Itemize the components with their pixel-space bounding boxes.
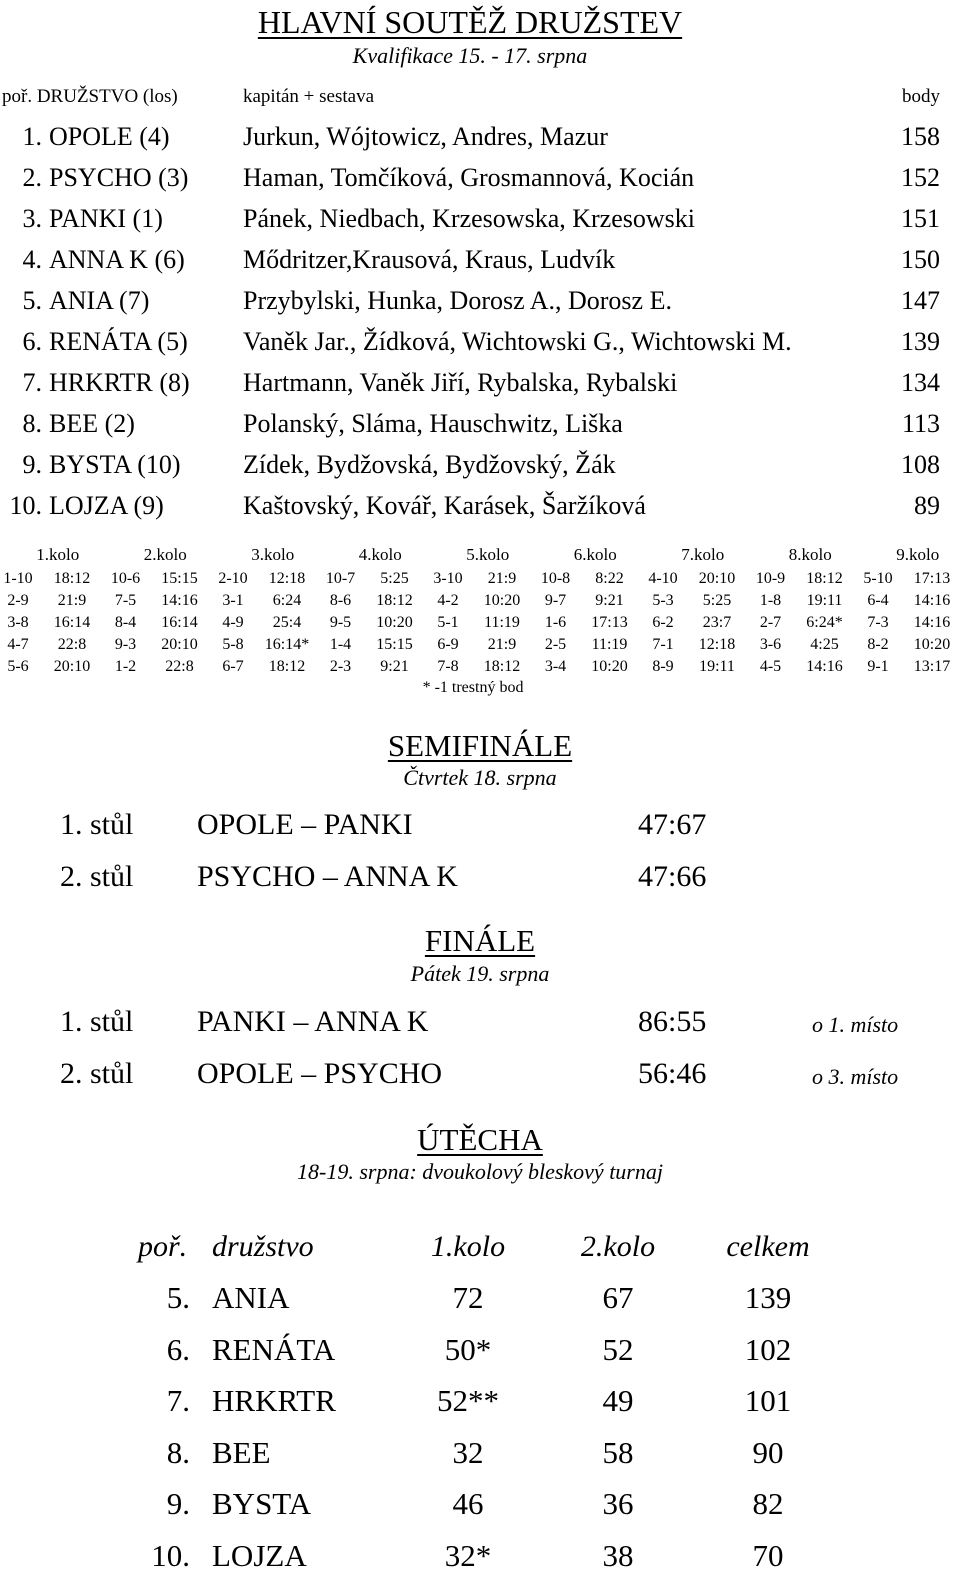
round-pair: 2-10 [218,570,248,587]
round-header: 8.kolo [788,545,832,564]
round-pair: 9-7 [544,592,567,609]
qual-roster: Vaněk Jar., Žídková, Wichtowski G., Wichtowski M. [243,327,792,356]
round-score: 21:9 [57,592,87,609]
round-pair: 6-2 [652,614,674,631]
consolation-r1: 72 [452,1280,484,1315]
qual-team: PSYCHO (3) [49,163,189,192]
round-score: 21:9 [487,570,517,587]
consolation-col-r2: 2.kolo [580,1230,656,1263]
round-score: 18:12 [483,658,521,675]
semifinal-score: 47:66 [638,860,707,893]
round-score: 15:15 [161,570,198,587]
qual-rank: 8. [22,409,42,438]
final-place: o 1. místo [812,1012,899,1037]
qual-row [0,165,960,195]
page-title: HLAVNÍ SOUTĚŽ DRUŽSTEV [257,4,683,40]
qual-points: 150 [901,245,940,274]
round-pair: 8-2 [867,636,889,653]
round-score: 9:21 [595,592,624,609]
consolation-r2: 58 [602,1434,634,1470]
round-score: 22:8 [165,658,194,675]
penalty-footnote: * -1 trestný bod [422,679,524,696]
consolation-total: 102 [744,1331,792,1367]
round-pair: 8-6 [329,592,352,609]
round-score: 20:10 [161,636,198,653]
qual-points: 152 [901,163,940,192]
page-subtitle: Kvalifikace 15. - 17. srpna [352,43,588,68]
final-score: 86:55 [638,1005,707,1038]
round-header: 1.kolo [36,545,80,564]
round-header: 2.kolo [143,545,187,564]
consolation-r1: 52** [437,1383,499,1418]
qual-col-roster: kapitán + sestava [243,86,375,107]
round-pair: 4-2 [437,592,459,609]
qual-team: RENÁTA (5) [49,327,188,356]
round-score: 15:15 [376,636,413,653]
consolation-team: BYSTA [212,1486,312,1521]
final-score: 56:46 [638,1057,707,1090]
round-score: 10:20 [591,658,628,675]
qual-roster: Przybylski, Hunka, Dorosz A., Dorosz E. [243,286,672,315]
round-pair: 4-10 [648,570,678,587]
round-pair: 9-1 [867,658,889,675]
round-pair: 1-4 [329,636,352,653]
qual-points: 113 [901,409,940,438]
qual-col-points: body [902,86,940,107]
qual-points: 158 [901,122,940,151]
consolation-title: ÚTĚCHA [417,1122,543,1157]
final-subtitle: Pátek 19. srpna [410,961,550,986]
consolation-team: ANIA [212,1280,290,1315]
round-header: 4.kolo [358,545,402,564]
round-pair: 9-5 [329,614,352,631]
final-table-label: 2. stůl [60,1057,134,1090]
consolation-r2: 67 [602,1280,634,1315]
round-header: 5.kolo [466,545,510,564]
round-score: 25:4 [272,614,302,631]
qual-rank: 4. [22,245,42,274]
qual-row [0,411,960,441]
round-pair: 8-4 [114,614,137,631]
round-score: 23:7 [702,614,732,631]
qual-team: HRKRTR (8) [49,368,190,397]
round-pair: 7-1 [652,636,674,653]
round-score: 4:25 [810,636,839,653]
qual-roster: Pánek, Niedbach, Krzesowska, Krzesowski [243,204,695,233]
qual-rank: 1. [22,122,42,151]
qual-rank: 6. [22,327,42,356]
round-score: 14:16 [806,658,843,675]
qual-points: 89 [914,491,940,520]
round-pair: 3-1 [222,592,244,609]
round-pair: 2-9 [7,592,29,609]
round-score: 20:10 [698,570,736,587]
round-pair: 9-3 [114,636,137,653]
qual-row [0,206,960,236]
semifinal-table-label: 1. stůl [60,808,134,841]
consolation-team: RENÁTA [212,1331,336,1367]
consolation-subtitle: 18-19. srpna: dvoukolový bleskový turnaj [297,1159,663,1184]
qual-points: 147 [901,286,940,315]
round-header: 6.kolo [573,545,617,564]
consolation-r1: 32* [444,1537,492,1573]
round-score: 18:12 [376,592,413,609]
round-pair: 8-9 [652,658,674,675]
round-pair: 1-2 [114,658,137,675]
qual-roster: Hartmann, Vaněk Jiří, Rybalska, Rybalski [243,368,678,397]
qual-roster: Polanský, Sláma, Hauschwitz, Liška [243,409,623,438]
round-pair: 2-5 [544,636,567,653]
round-score: 5:25 [702,592,732,609]
qual-team: ANIA (7) [49,286,150,315]
consolation-r1: 50* [444,1331,492,1367]
qual-rank: 2. [22,163,42,192]
round-score: 11:19 [484,614,520,631]
round-score: 9:21 [380,658,409,675]
consolation-team: BEE [212,1434,271,1470]
consolation-col-total: celkem [726,1230,810,1263]
round-score: 16:14 [53,614,91,631]
round-pair: 7-8 [437,658,459,675]
round-header: 9.kolo [896,545,940,564]
round-score: 16:14 [161,614,198,631]
qual-row [0,247,960,277]
consolation-total: 90 [752,1434,784,1470]
round-pair: 4-7 [7,636,29,653]
consolation-r1: 32 [452,1434,484,1470]
round-score: 11:19 [591,636,628,653]
round-pair: 10-6 [110,570,141,587]
consolation-total: 101 [744,1383,792,1418]
round-pair: 6-4 [867,592,889,609]
qual-roster: Zídek, Bydžovská, Bydžovský, Žák [243,450,616,479]
round-pair: 7-3 [867,614,889,631]
final-place: o 3. místo [812,1064,899,1089]
round-score: 13:17 [913,658,951,675]
qual-team: BYSTA (10) [49,450,181,479]
round-pair: 1-10 [3,570,33,587]
consolation-r2: 49 [602,1383,634,1418]
round-score: 17:13 [913,570,951,587]
round-pair: 5-10 [863,570,893,587]
qual-team: OPOLE (4) [49,122,170,151]
round-pair: 5-3 [652,592,674,609]
consolation-total: 70 [752,1537,784,1573]
qual-rank: 5. [22,286,42,315]
round-score: 18:12 [53,570,91,587]
final-table-label: 1. stůl [60,1005,134,1038]
round-pair: 10-8 [540,570,571,587]
round-header: 7.kolo [681,545,725,564]
round-pair: 1-6 [544,614,567,631]
semifinal-score: 47:67 [638,808,707,841]
consolation-rank: 7. [166,1383,190,1418]
round-score: 21:9 [487,636,517,653]
round-pair: 7-5 [114,592,137,609]
round-score: 14:16 [913,592,951,609]
qual-points: 134 [901,368,940,397]
consolation-rank: 8. [166,1434,190,1470]
round-pair: 3-4 [544,658,567,675]
consolation-r1: 46 [452,1486,484,1521]
qual-roster: Haman, Tomčíková, Grosmannová, Kocián [243,163,695,192]
round-pair: 5-1 [437,614,459,631]
semifinal-subtitle: Čtvrtek 18. srpna [403,765,557,790]
qual-row [0,288,960,318]
round-pair: 3-6 [759,636,782,653]
round-score: 16:14* [264,636,310,653]
qual-team: BEE (2) [49,409,135,438]
consolation-r2: 38 [602,1537,634,1573]
round-score: 8:22 [595,570,624,587]
semifinal-pair: PSYCHO – ANNA K [197,860,458,893]
consolation-total: 139 [744,1280,792,1315]
round-score: 22:8 [57,636,87,653]
round-score: 10:20 [376,614,413,631]
qual-points: 151 [901,204,940,233]
semifinal-table-label: 2. stůl [60,860,134,893]
round-pair: 6-7 [222,658,244,675]
round-pair: 10-7 [325,570,356,587]
round-score: 6:24* [806,614,843,631]
final-title: FINÁLE [424,923,536,958]
round-score: 12:18 [698,636,736,653]
round-score: 10:20 [483,592,521,609]
consolation-col-r1: 1.kolo [430,1230,506,1263]
round-score: 6:24 [272,592,302,609]
qual-rank: 9. [22,450,42,479]
consolation-rank: 10. [151,1537,190,1573]
qual-team: PANKI (1) [49,204,163,233]
round-pair: 10-9 [755,570,786,587]
consolation-r2: 52 [602,1331,634,1367]
qual-rank: 10. [9,491,42,520]
qual-row [0,124,960,154]
round-pair: 6-9 [437,636,459,653]
round-score: 14:16 [161,592,198,609]
round-pair: 2-3 [329,658,352,675]
qual-row [0,329,960,359]
consolation-rank: 5. [166,1280,190,1315]
qual-rank: 3. [22,204,42,233]
semifinal-pair: OPOLE – PANKI [197,808,413,841]
round-header: 3.kolo [251,545,295,564]
round-score: 20:10 [53,658,91,675]
round-score: 18:12 [268,658,306,675]
round-score: 19:11 [806,592,843,609]
qual-points: 139 [901,327,940,356]
qual-roster: Mődritzer,Krausová, Kraus, Ludvík [243,245,616,274]
consolation-team: LOJZA [212,1537,307,1573]
consolation-r2: 36 [602,1486,634,1521]
qual-points: 108 [901,450,940,479]
semifinal-title: SEMIFINÁLE [387,728,573,763]
round-pair: 5-8 [222,636,244,653]
consolation-col-rank: poř. [138,1230,188,1263]
qual-row [0,452,960,482]
qual-team: LOJZA (9) [49,491,164,520]
qual-col-rank-team: poř. DRUŽSTVO (los) [2,86,178,107]
consolation-rank: 6. [166,1331,190,1367]
consolation-col-team: družstvo [212,1230,314,1263]
final-pair: PANKI – ANNA K [197,1005,429,1038]
qual-row [0,370,960,400]
round-pair: 3-10 [433,570,463,587]
round-pair: 4-9 [222,614,244,631]
consolation-team: HRKRTR [212,1383,336,1418]
round-score: 14:16 [913,614,951,631]
round-score: 17:13 [591,614,628,631]
round-pair: 3-8 [7,614,29,631]
qual-roster: Kaštovský, Kovář, Karásek, Šaržíková [243,491,646,520]
round-score: 10:20 [913,636,951,653]
final-pair: OPOLE – PSYCHO [197,1057,443,1090]
qual-rank: 7. [22,368,42,397]
qual-team: ANNA K (6) [49,245,185,274]
round-pair: 5-6 [7,658,29,675]
round-score: 5:25 [380,570,409,587]
round-pair: 2-7 [759,614,782,631]
round-score: 19:11 [699,658,735,675]
round-pair: 4-5 [759,658,782,675]
consolation-rank: 9. [166,1486,190,1521]
round-pair: 1-8 [759,592,782,609]
qual-roster: Jurkun, Wójtowicz, Andres, Mazur [243,122,608,151]
consolation-total: 82 [752,1486,784,1521]
qual-row [0,493,960,523]
round-score: 12:18 [268,570,306,587]
round-score: 18:12 [806,570,843,587]
